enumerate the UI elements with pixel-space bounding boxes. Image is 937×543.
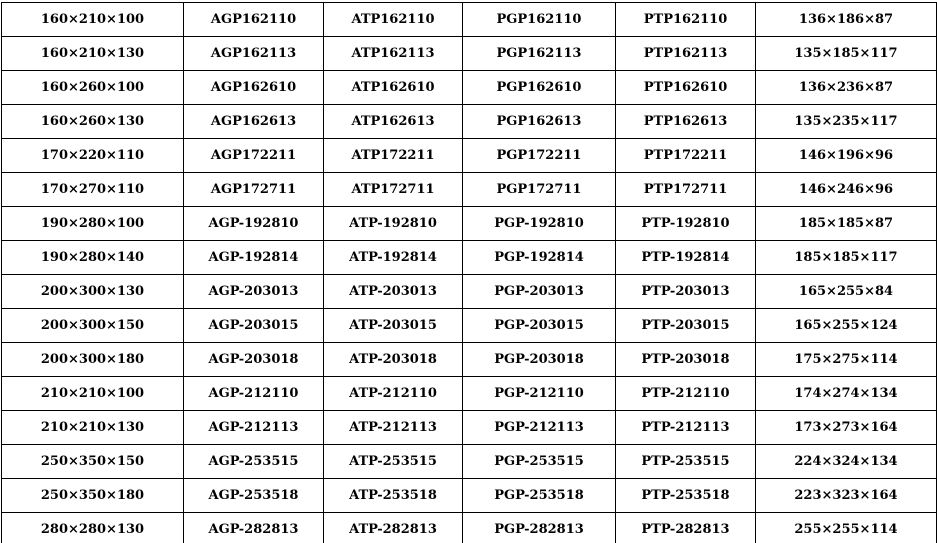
agp-model-cell: AGP-212110	[184, 377, 324, 411]
outer-size-cell: 200×300×180	[2, 343, 184, 377]
ptp-model-cell: PTP162613	[616, 105, 756, 139]
outer-size-cell: 190×280×140	[2, 241, 184, 275]
table-row	[2, 309, 937, 343]
ptp-model-cell: PTP-192814	[616, 241, 756, 275]
atp-model-cell: ATP-253518	[324, 479, 463, 513]
pgp-model-cell: PGP162113	[463, 37, 616, 71]
agp-model-cell: AGP-203015	[184, 309, 324, 343]
agp-model-cell: AGP-212113	[184, 411, 324, 445]
ptp-model-cell: PTP-203018	[616, 343, 756, 377]
table-row	[2, 3, 937, 37]
pgp-model-cell: PGP172711	[463, 173, 616, 207]
pgp-model-cell: PGP162610	[463, 71, 616, 105]
pgp-model-cell: PGP-203013	[463, 275, 616, 309]
pgp-model-cell: PGP-253515	[463, 445, 616, 479]
ptp-model-cell: PTP-203015	[616, 309, 756, 343]
inner-size-cell: 185×185×117	[756, 241, 937, 275]
agp-model-cell: AGP162113	[184, 37, 324, 71]
table-row	[2, 71, 937, 105]
atp-model-cell: ATP162110	[324, 3, 463, 37]
atp-model-cell: ATP-212110	[324, 377, 463, 411]
table-row	[2, 173, 937, 207]
ptp-model-cell: PTP-212113	[616, 411, 756, 445]
pgp-model-cell: PGP-282813	[463, 513, 616, 543]
ptp-model-cell: PTP-203013	[616, 275, 756, 309]
atp-model-cell: ATP172711	[324, 173, 463, 207]
inner-size-cell: 135×235×117	[756, 105, 937, 139]
inner-size-cell: 136×186×87	[756, 3, 937, 37]
atp-model-cell: ATP-203015	[324, 309, 463, 343]
outer-size-cell: 200×300×130	[2, 275, 184, 309]
agp-model-cell: AGP162110	[184, 3, 324, 37]
agp-model-cell: AGP-203013	[184, 275, 324, 309]
table-row	[2, 479, 937, 513]
pgp-model-cell: PGP162613	[463, 105, 616, 139]
ptp-model-cell: PTP162610	[616, 71, 756, 105]
pgp-model-cell: PGP-203015	[463, 309, 616, 343]
agp-model-cell: AGP-253518	[184, 479, 324, 513]
table-row	[2, 241, 937, 275]
pgp-model-cell: PGP-203018	[463, 343, 616, 377]
agp-model-cell: AGP172211	[184, 139, 324, 173]
ptp-model-cell: PTP162113	[616, 37, 756, 71]
ptp-model-cell: PTP162110	[616, 3, 756, 37]
outer-size-cell: 210×210×130	[2, 411, 184, 445]
pgp-model-cell: PGP-212113	[463, 411, 616, 445]
table-row	[2, 343, 937, 377]
outer-size-cell: 160×210×130	[2, 37, 184, 71]
inner-size-cell: 174×274×134	[756, 377, 937, 411]
agp-model-cell: AGP162610	[184, 71, 324, 105]
outer-size-cell: 250×350×180	[2, 479, 184, 513]
ptp-model-cell: PTP172711	[616, 173, 756, 207]
table-row	[2, 377, 937, 411]
atp-model-cell: ATP-203018	[324, 343, 463, 377]
pgp-model-cell: PGP-192814	[463, 241, 616, 275]
agp-model-cell: AGP-192810	[184, 207, 324, 241]
inner-size-cell: 255×255×114	[756, 513, 937, 543]
outer-size-cell: 190×280×100	[2, 207, 184, 241]
atp-model-cell: ATP-192814	[324, 241, 463, 275]
ptp-model-cell: PTP172211	[616, 139, 756, 173]
inner-size-cell: 136×236×87	[756, 71, 937, 105]
atp-model-cell: ATP-192810	[324, 207, 463, 241]
agp-model-cell: AGP-203018	[184, 343, 324, 377]
ptp-model-cell: PTP-192810	[616, 207, 756, 241]
inner-size-cell: 223×323×164	[756, 479, 937, 513]
table-row	[2, 411, 937, 445]
outer-size-cell: 250×350×150	[2, 445, 184, 479]
pgp-model-cell: PGP-253518	[463, 479, 616, 513]
inner-size-cell: 165×255×124	[756, 309, 937, 343]
atp-model-cell: ATP-253515	[324, 445, 463, 479]
inner-size-cell: 185×185×87	[756, 207, 937, 241]
table-row	[2, 139, 937, 173]
pgp-model-cell: PGP-192810	[463, 207, 616, 241]
outer-size-cell: 170×220×110	[2, 139, 184, 173]
product-size-table	[1, 2, 937, 543]
inner-size-cell: 146×196×96	[756, 139, 937, 173]
inner-size-cell: 224×324×134	[756, 445, 937, 479]
pgp-model-cell: PGP-212110	[463, 377, 616, 411]
table-body	[2, 3, 937, 543]
ptp-model-cell: PTP-253515	[616, 445, 756, 479]
atp-model-cell: ATP162113	[324, 37, 463, 71]
outer-size-cell: 210×210×100	[2, 377, 184, 411]
inner-size-cell: 146×246×96	[756, 173, 937, 207]
agp-model-cell: AGP-192814	[184, 241, 324, 275]
inner-size-cell: 165×255×84	[756, 275, 937, 309]
atp-model-cell: ATP172211	[324, 139, 463, 173]
atp-model-cell: ATP-212113	[324, 411, 463, 445]
outer-size-cell: 200×300×150	[2, 309, 184, 343]
atp-model-cell: ATP162610	[324, 71, 463, 105]
outer-size-cell: 280×280×130	[2, 513, 184, 543]
inner-size-cell: 173×273×164	[756, 411, 937, 445]
atp-model-cell: ATP-203013	[324, 275, 463, 309]
table-row	[2, 207, 937, 241]
outer-size-cell: 160×210×100	[2, 3, 184, 37]
outer-size-cell: 160×260×130	[2, 105, 184, 139]
outer-size-cell: 160×260×100	[2, 71, 184, 105]
table-row	[2, 105, 937, 139]
pgp-model-cell: PGP162110	[463, 3, 616, 37]
table-row	[2, 513, 937, 543]
pgp-model-cell: PGP172211	[463, 139, 616, 173]
atp-model-cell: ATP162613	[324, 105, 463, 139]
inner-size-cell: 135×185×117	[756, 37, 937, 71]
agp-model-cell: AGP162613	[184, 105, 324, 139]
table-row	[2, 445, 937, 479]
ptp-model-cell: PTP-282813	[616, 513, 756, 543]
atp-model-cell: ATP-282813	[324, 513, 463, 543]
agp-model-cell: AGP172711	[184, 173, 324, 207]
outer-size-cell: 170×270×110	[2, 173, 184, 207]
table-row	[2, 37, 937, 71]
ptp-model-cell: PTP-212110	[616, 377, 756, 411]
table-row	[2, 275, 937, 309]
agp-model-cell: AGP-253515	[184, 445, 324, 479]
inner-size-cell: 175×275×114	[756, 343, 937, 377]
agp-model-cell: AGP-282813	[184, 513, 324, 543]
ptp-model-cell: PTP-253518	[616, 479, 756, 513]
